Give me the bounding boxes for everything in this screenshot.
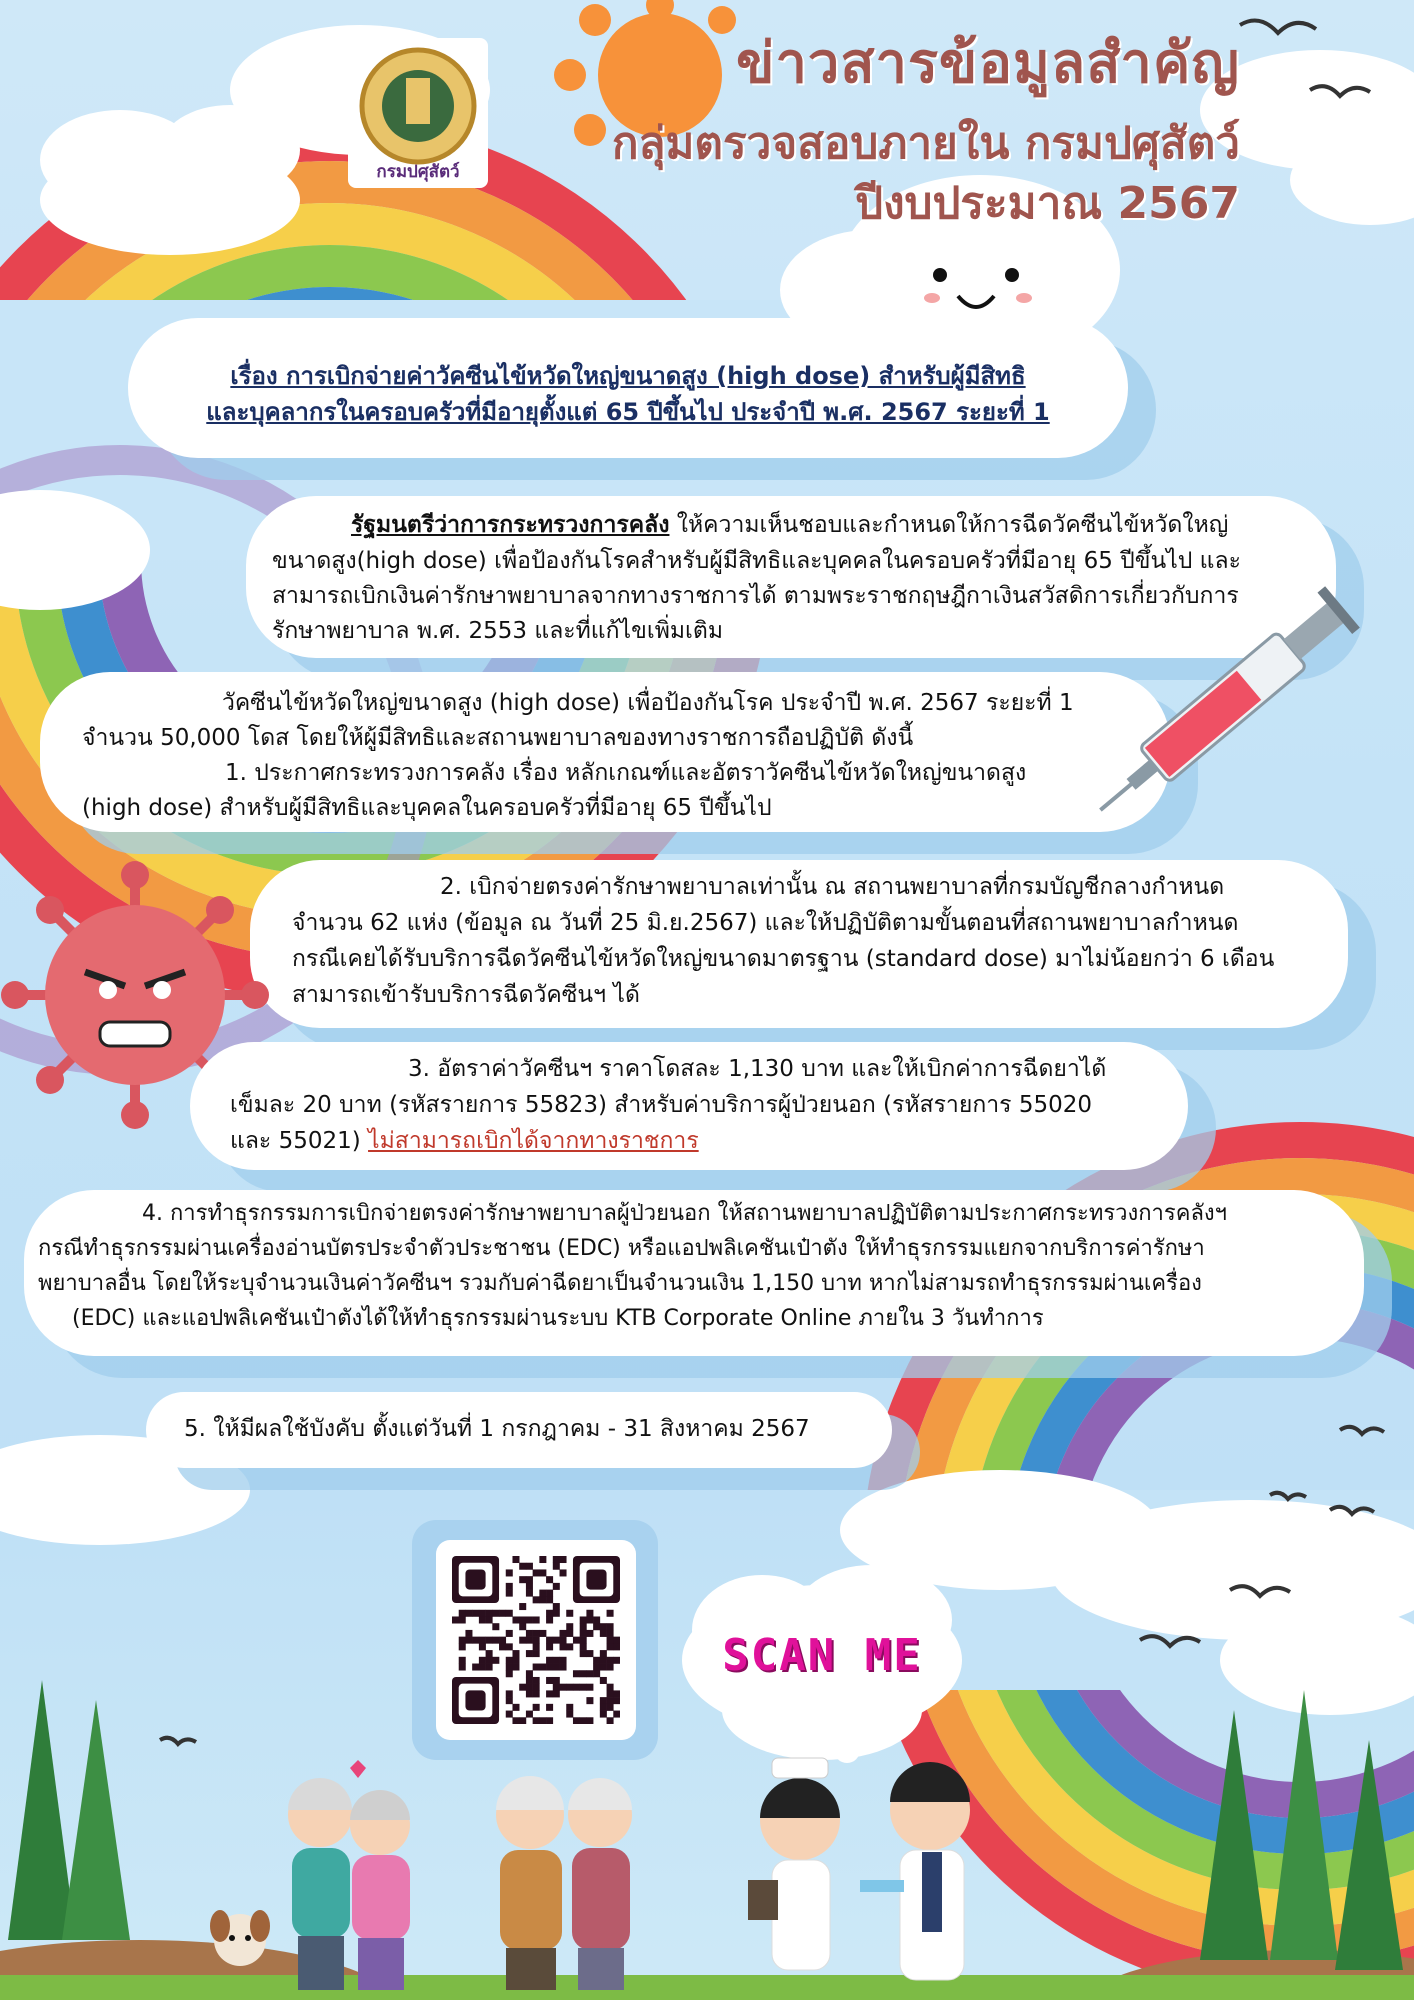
organization-name: กลุ่มตรวจสอบภายใน กรมปศุสัตว์ [611, 118, 1240, 169]
logo-text: กรมปศุสัตว์ [376, 162, 460, 182]
para2-line-2: จำนวน 50,000 โดส โดยให้ผู้มีสิทธิและสถานพยาบาลของทางราชการถือปฏิบัติ ดังนี้ [82, 725, 914, 751]
para2-line-1: วัคซีนไข้หวัดใหญ่ขนาดสูง (high dose) เพื่อป้องกันโรค ประจำปี พ.ศ. 2567 ระยะที่ 1 [222, 690, 1074, 716]
department-logo [348, 38, 488, 188]
syringe-icon [1060, 570, 1400, 830]
trees-right [1190, 1690, 1410, 1990]
subject-bubble [128, 318, 1128, 458]
para4-line-3: และ 55021) ไม่สามารถเบิกได้จากทางราชการ [230, 1128, 699, 1154]
announcement-bubble-4 [190, 1042, 1188, 1170]
announcement-bubble-3 [250, 860, 1348, 1028]
para2-line-3: 1. ประกาศกระทรวงการคลัง เรื่อง หลักเกณฑ์และอัตราวัคซีนไข้หวัดใหญ่ขนาดสูง [225, 760, 1027, 786]
para1-line-1: รัฐมนตรีว่าการกระทรวงการคลัง ให้ความเห็นชอบและกำหนดให้การฉีดวัคซีนไข้หวัดใหญ่ [351, 512, 1229, 538]
effective-date: 5. ให้มีผลใช้บังคับ ตั้งแต่วันที่ 1 กรกฎาคม - 31 สิงหาคม 2567 [184, 1416, 810, 1442]
para1-line-3: สามารถเบิกเงินค่ารักษาพยาบาลจากทางราชการได้ ตามพระราชกฤษฎีกาเงินสวัสดิการเกี่ยวกับการ [272, 583, 1239, 609]
subject-line-1: เรื่อง การเบิกจ่ายค่าวัคซีนไข้หวัดใหญ่ขนาดสูง (high dose) สำหรับผู้มีสิทธิ [230, 362, 1026, 390]
dog-icon [210, 1910, 270, 1966]
subject-line-2: และบุคลากรในครอบครัวที่มีอายุตั้งแต่ 65 ปีขึ้นไป ประจำปี พ.ศ. 2567 ระยะที่ 1 [206, 398, 1050, 426]
fiscal-year: ปีงบประมาณ 2567 [855, 178, 1240, 229]
announcement-bubble-5 [24, 1190, 1364, 1356]
para5-line-1: 4. การทำธุรกรรมการเบิกจ่ายตรงค่ารักษาพยาบาลผู้ป่วยนอก ให้สถานพยาบาลปฏิบัติตามประกาศกระทรวงการคลังฯ [142, 1201, 1228, 1226]
para1-line-4: รักษาพยาบาล พ.ศ. 2553 และที่แก้ไขเพิ่มเติม [272, 618, 723, 644]
trees-left [0, 1680, 140, 1980]
nurse-icon [748, 1758, 840, 1970]
elderly-couple-2-icon [496, 1776, 632, 1990]
qr-code-frame [412, 1520, 658, 1760]
para5-line-2: กรณีทำธุรกรรมผ่านเครื่องอ่านบัตรประจำตัวประชาชน (EDC) หรือแอปพลิเคชันเป๋าตัง ให้ทำธุรกรรมแยกจากบริการค่ารักษา [38, 1236, 1205, 1261]
para4-line-1: 3. อัตราค่าวัคซีนฯ ราคาโดสละ 1,130 บาท และให้เบิกค่าการฉีดยาได้ [408, 1056, 1107, 1082]
effective-date-bubble [146, 1392, 892, 1468]
elderly-couple-icon [288, 1760, 410, 1990]
scan-me-label: SCAN ME [722, 1630, 922, 1681]
ministry-name: รัฐมนตรีว่าการกระทรวงการคลัง [351, 512, 670, 538]
people-illustration [200, 1740, 1060, 1990]
para5-line-4: (EDC) และแอปพลิเคชันเป๋าตังได้ให้ทำธุรกรรมผ่านระบบ KTB Corporate Online ภายใน 3 วันทำการ [72, 1306, 1044, 1331]
doctor-icon [860, 1762, 970, 1980]
para5-line-3: พยาบาลอื่น โดยให้ระบุจำนวนเงินค่าวัคซีนฯ รวมกับค่าฉีดยาเป็นจำนวนเงิน 1,150 บาท หากไม่สามรถทำธุรกรรมผ่านเครื่อง [38, 1271, 1202, 1296]
qr-code[interactable] [452, 1556, 620, 1724]
para1-line-2: ขนาดสูง(high dose) เพื่อป้องกันโรคสำหรับผู้มีสิทธิและบุคคลในครอบครัวที่มีอายุ 65 ปีขึ้นไป และ [272, 548, 1241, 574]
para3-line-4: สามารถเข้ารับบริการฉีดวัคซีนฯ ได้ [292, 982, 640, 1008]
para3-line-2: จำนวน 62 แห่ง (ข้อมูล ณ วันที่ 25 มิ.ย.2567) และให้ปฏิบัติตามขั้นตอนที่สถานพยาบาลกำหนด [292, 910, 1239, 936]
para3-line-3: กรณีเคยได้รับบริการฉีดวัคซีนไข้หวัดใหญ่ขนาดมาตรฐาน (standard dose) มาไม่น้อยกว่า 6 เดือน [292, 946, 1275, 972]
announcement-bubble-2 [40, 672, 1170, 832]
para2-line-4: (high dose) สำหรับผู้มีสิทธิและบุคคลในครอบครัวที่มีอายุ 65 ปีขึ้นไป [82, 795, 772, 821]
scan-me-cloud [672, 1560, 972, 1770]
page-title: ข่าวสารข้อมูลสำคัญ [736, 31, 1240, 96]
para4-line-2: เข็มละ 20 บาท (รหัสรายการ 55823) สำหรับค่าบริการผู้ป่วยนอก (รหัสรายการ 55020 [230, 1092, 1092, 1118]
para3-line-1: 2. เบิกจ่ายตรงค่ารักษาพยาบาลเท่านั้น ณ สถานพยาบาลที่กรมบัญชีกลางกำหนด [440, 874, 1225, 900]
not-reimbursable-note: ไม่สามารถเบิกได้จากทางราชการ [368, 1128, 699, 1154]
